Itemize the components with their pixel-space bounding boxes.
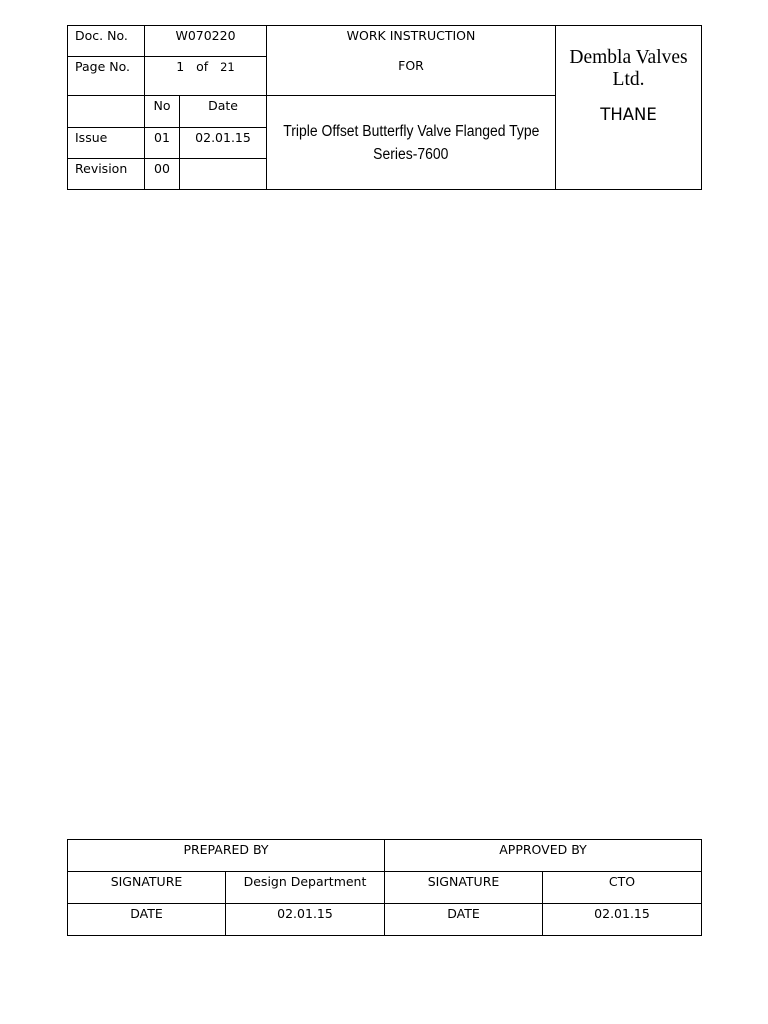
company-cell [556, 26, 702, 190]
revision-label: Revision [68, 159, 145, 190]
prepared-date-value: 02.01.15 [226, 904, 385, 936]
issue-label: Issue [68, 128, 145, 159]
page-total: 21 [220, 60, 235, 74]
empty-cell [68, 96, 145, 128]
page-no-value [145, 57, 267, 96]
col-no-header: No [145, 96, 180, 128]
doc-no-label: Doc. No. [68, 26, 145, 57]
title-line2: Series-7600 [373, 146, 449, 163]
approved-date-value: 02.01.15 [543, 904, 702, 936]
document-header-table [67, 25, 702, 190]
approved-date-label: DATE [385, 904, 543, 936]
doc-no-value: W070220 [145, 26, 267, 57]
page-current: 1 [176, 59, 185, 74]
work-instruction-heading: WORK INSTRUCTION [346, 28, 476, 43]
revision-date [180, 159, 267, 190]
approved-signature-value: CTO [543, 872, 702, 904]
prepared-signature-value: Design Department [226, 872, 385, 904]
revision-no: 00 [145, 159, 180, 190]
prepared-signature-label: SIGNATURE [68, 872, 226, 904]
approved-signature-label: SIGNATURE [385, 872, 543, 904]
document-title [267, 96, 556, 190]
company-name-line2: Ltd. [612, 69, 645, 90]
page-no-label: Page No. [68, 57, 145, 96]
prepared-date-label: DATE [68, 904, 226, 936]
prepared-by-heading: PREPARED BY [68, 840, 385, 872]
page-of-word: of [196, 59, 209, 74]
issue-no: 01 [145, 128, 180, 159]
col-date-header: Date [180, 96, 267, 128]
approved-by-heading: APPROVED BY [385, 840, 702, 872]
company-city: THANE [600, 105, 657, 124]
work-instruction-cell [267, 26, 556, 96]
company-name-line1: Dembla Valves [569, 47, 688, 68]
issue-date: 02.01.15 [180, 128, 267, 159]
approval-footer-table [67, 839, 702, 936]
company-name [556, 47, 701, 91]
title-line1: Triple Offset Butterfly Valve Flanged Type [282, 123, 540, 140]
for-label: FOR [398, 58, 424, 73]
